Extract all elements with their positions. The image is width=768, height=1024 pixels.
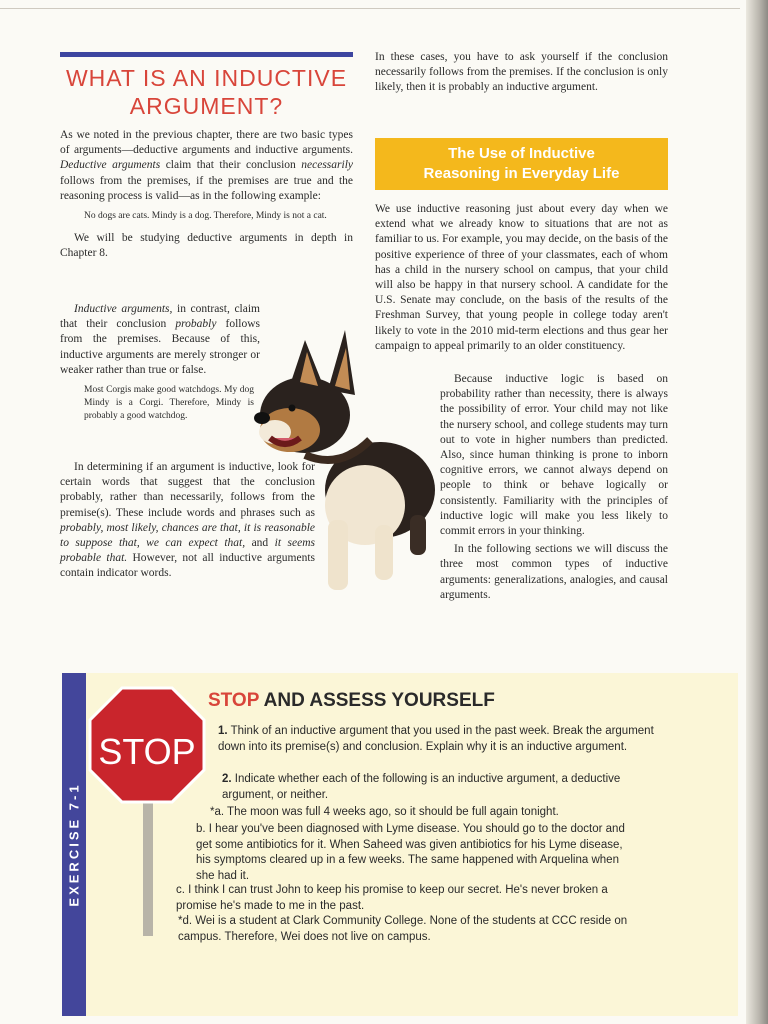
- page-edge: [746, 0, 768, 1024]
- corgi-dog-image: [250, 320, 450, 595]
- question-2a: *a. The moon was full 4 weeks ago, so it should be full again tonight.: [210, 806, 559, 818]
- stop-sign-text: STOP: [98, 731, 196, 772]
- right-column-wrap: [440, 372, 668, 606]
- paragraph-2: We will be studying deductive arguments in depth in Chapter 8.: [60, 232, 353, 260]
- question-1: 1. Think of an inductive argument that you used in the past week. Break the argument down into its premise(s) and conclusion. Explain why it is an inductive argument.: [218, 725, 654, 753]
- subheading: The Use of Inductive Reasoning in Everyday Life: [423, 145, 620, 182]
- left-column-narrow: [60, 302, 260, 431]
- top-rule: [0, 8, 740, 9]
- example-inductive: Most Corgis make good watchdogs. My dog Mindy is a Corgi. Therefore, Mindy is probably a good watchdog.: [84, 385, 254, 422]
- paragraph-4: In determining if an argument is inductive, look for certain words that suggest that the conclusion probably, rather than necessarily, follows from the premise(s). These include words and phrases such as probably, most likely, chances are that, it is reasonable to suppose that, we can expect that, and it seems probable that. However, not all inductive arguments contain indicator words.: [60, 461, 315, 580]
- question-2c: c. I think I can trust John to keep his promise to keep our secret. He's never broken a promise he's made to me in the past.: [176, 884, 608, 912]
- left-column: [60, 128, 353, 264]
- question-2d: *d. Wei is a student at Clark Community College. None of the students at CCC reside on campus. Therefore, Wei does not live on campus.: [178, 915, 628, 943]
- example-deductive: No dogs are cats. Mindy is a dog. Therefore, Mindy is not a cat.: [84, 211, 327, 222]
- right-column-top: [375, 50, 668, 99]
- exercise-label: EXERCISE 7-1: [66, 782, 82, 907]
- exercise-band: [62, 673, 86, 1016]
- exercise-heading: STOP AND ASSESS YOURSELF: [208, 690, 495, 711]
- right-paragraph-1: We use inductive reasoning just about every day when we extend what we already know to situations that are not as familiar to us. For example, you may decide, on the basis of the positive experience of three of your classmates, each of whom has a child in the nursery school on campus, that your child will also be happy in that nursery school. A candidate for the U.S. Senate may conclude, on the basis of the results of the Freshman Survey, that young people in college today aren't likely to vote in the 2010 mid-term elections and thus gear her campaign to appeal primarily to an older constituency.: [375, 203, 668, 352]
- paragraph-1: As we noted in the previous chapter, there are two basic types of arguments—deductive arguments and inductive arguments. Deductive arguments claim that their conclusion necessarily follows from the premises, if the premises are true and the reasoning process is valid—as in the following example:: [60, 129, 353, 202]
- title-bar: [60, 52, 353, 57]
- right-paragraph-2: Because inductive logic is based on probability rather than necessity, there is always the possibility of error. Your child may not like the nursery school, and college students may turn out to vote in higher numbers than predicted. Also, since human thinking is prone to inborn cognitive errors, we cannot always depend on people to think or behave logically or consistently. Familiarity with the principles of inductive logic will make you less likely to commit errors in your thinking.: [440, 373, 668, 538]
- page-title: WHAT IS AN INDUCTIVE ARGUMENT?: [65, 65, 348, 119]
- question-2: 2. Indicate whether each of the following is an inductive argument, a deductive argument, or neither.: [222, 773, 621, 801]
- right-paragraph-3: In the following sections we will discuss the three most common types of inductive arguments: generalizations, analogies, and causal arguments.: [440, 543, 668, 601]
- question-2b: b. I hear you've been diagnosed with Lyme disease. You should go to the doctor and get some antibiotics for it. When Saheed was given antibiotics for his Lyme disease, his symptoms cleared up in a few weeks. The same happened with Arquelina when she had it.: [196, 823, 625, 882]
- right-column: [375, 202, 668, 357]
- paragraph-3: Inductive arguments, in contrast, claim that their conclusion probably follows from the premises. Because of this, inductive arguments are merely stronger or weaker rather than true or false.: [60, 303, 260, 376]
- right-paragraph-0: In these cases, you have to ask yourself if the conclusion necessarily follows from the premises. If the conclusion is only likely, then it is probably an inductive argument.: [375, 51, 668, 94]
- subheading-box: [375, 138, 668, 190]
